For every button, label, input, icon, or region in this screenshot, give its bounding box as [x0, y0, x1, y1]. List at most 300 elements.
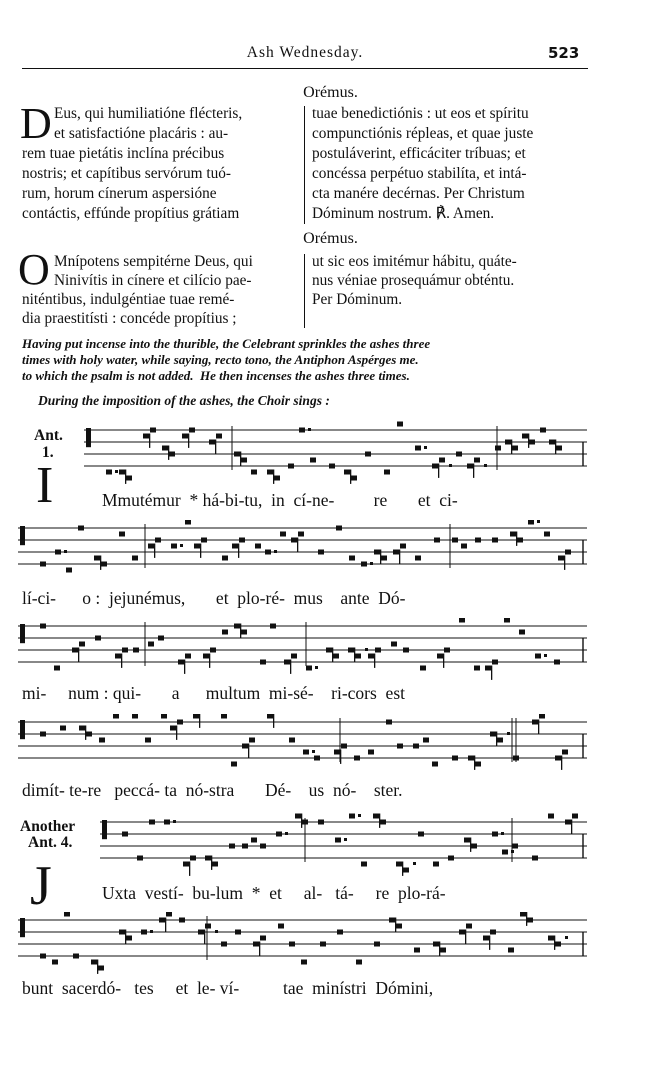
neume-stem [571, 820, 572, 834]
neume-note [351, 476, 357, 481]
neume-note [558, 556, 564, 561]
neume-note [267, 470, 273, 475]
neume-dot [484, 464, 487, 467]
neume-note [512, 446, 518, 451]
antiphon-label: Another [20, 818, 76, 835]
neume-note [562, 750, 568, 755]
neume-note [337, 930, 343, 935]
neume-note [386, 720, 392, 725]
music-staff [0, 418, 661, 498]
neume-note [354, 756, 360, 761]
neume-note [301, 960, 307, 965]
neume-note [193, 714, 199, 719]
neume-stem [438, 464, 439, 478]
neume-note [490, 732, 496, 737]
neume-note [303, 750, 309, 755]
prayer-line: ut sic eos imitémur hábitu, quáte- [312, 253, 517, 270]
neume-note [179, 918, 185, 923]
neume-note [361, 562, 367, 567]
neume-note [468, 756, 474, 761]
neume-note [78, 526, 84, 531]
neume-note [326, 648, 332, 653]
neume-dot [413, 862, 416, 865]
neume-note [527, 918, 533, 923]
neume-note [291, 538, 297, 543]
neume-note [535, 654, 541, 659]
neume-note [212, 862, 218, 867]
neume-note [189, 428, 195, 433]
neume-note [420, 666, 426, 671]
neume-stem [273, 714, 274, 728]
neume-note [554, 660, 560, 665]
neume-note [396, 862, 402, 867]
neume-dot [150, 930, 153, 933]
neume-dot [501, 832, 504, 835]
column-divider [304, 254, 305, 328]
neume-note [171, 544, 177, 549]
neume-note [143, 434, 149, 439]
neume-note [66, 568, 72, 573]
neume-note [164, 820, 170, 825]
neume-note [119, 930, 125, 935]
neume-note [86, 732, 92, 737]
neume-note [492, 660, 498, 665]
neume-note [452, 756, 458, 761]
neume-note [314, 756, 320, 761]
neume-note [242, 844, 248, 849]
neume-note [565, 550, 571, 555]
neume-note [528, 520, 534, 525]
neume-note [434, 538, 440, 543]
neume-dot [64, 550, 67, 553]
neume-stem [121, 654, 122, 668]
neume-note [162, 446, 168, 451]
neume-note [178, 660, 184, 665]
neume-note [432, 762, 438, 767]
neume-note [234, 624, 240, 629]
neume-note [229, 844, 235, 849]
neume-note [485, 666, 491, 671]
rubric-line: During the imposition of the ashes, the Choir sings : [38, 393, 330, 408]
neume-note [221, 714, 227, 719]
neume-dot [358, 814, 361, 817]
prayer-line: concéssa perpétuo stabilíta, et intá- [312, 165, 527, 182]
neume-dot [365, 648, 368, 651]
neume-note [466, 924, 472, 929]
neume-note [95, 636, 101, 641]
neume-stem [176, 726, 177, 740]
neume-note [415, 446, 421, 451]
neume-note [234, 452, 240, 457]
neume-note [418, 832, 424, 837]
prayer-line: Mnípotens sempitérne Deus, qui [54, 253, 253, 270]
neume-note [572, 814, 578, 819]
neume-dot [344, 838, 347, 841]
neume-dot [173, 820, 176, 823]
neume-note [510, 532, 516, 537]
neume-note [374, 942, 380, 947]
neume-note [113, 714, 119, 719]
neume-note [508, 948, 514, 953]
neume-note [132, 556, 138, 561]
music-staff [0, 912, 661, 978]
neume-note [368, 654, 374, 659]
antiphon-number: 1. [42, 444, 54, 461]
neume-note [522, 434, 528, 439]
clef-mark [20, 637, 25, 641]
rubric-line: Having put incense into the thurible, the Celebrant sprinkles the ashes three [22, 336, 431, 351]
prayer-line: niténtibus, indulgéntiae tuae remé- [22, 291, 235, 308]
chant-lyric-line: Mmutémur * há-bi-tu, in cí-ne- re et ci- [102, 490, 458, 510]
neume-note [373, 814, 379, 819]
neume-note [483, 936, 489, 941]
neume-note [459, 930, 465, 935]
neume-note [497, 738, 503, 743]
neume-note [492, 538, 498, 543]
neume-note [185, 654, 191, 659]
neume-stem [149, 434, 150, 448]
antiphon-label: Ant. [34, 427, 63, 444]
neume-note [137, 856, 143, 861]
header-rule [22, 68, 588, 69]
drop-capital: D [20, 99, 52, 148]
neume-note [40, 954, 46, 959]
neume-note [368, 750, 374, 755]
neume-note [122, 648, 128, 653]
neume-note [205, 924, 211, 929]
neume-dot [449, 464, 452, 467]
neume-note [216, 434, 222, 439]
neume-note [222, 556, 228, 561]
neume-note [549, 440, 555, 445]
neume-note [448, 856, 454, 861]
neume-note [122, 832, 128, 837]
neume-note [556, 446, 562, 451]
neume-note [40, 624, 46, 629]
neume-note [306, 666, 312, 671]
neume-note [280, 532, 286, 537]
neume-stem [473, 464, 474, 478]
neume-note [403, 648, 409, 653]
neume-note [126, 936, 132, 941]
neume-note [284, 660, 290, 665]
neume-note [471, 844, 477, 849]
neume-note [433, 942, 439, 947]
neume-note [64, 912, 70, 917]
neume-dot [215, 930, 218, 933]
neume-note [475, 762, 481, 767]
neume-note [393, 550, 399, 555]
neume-note [260, 936, 266, 941]
neume-note [145, 738, 151, 743]
prayer-line: rem tuae pietátis inclína précibus [22, 145, 225, 162]
neume-note [333, 654, 339, 659]
neume-note [490, 930, 496, 935]
neume-note [433, 862, 439, 867]
neume-note [182, 434, 188, 439]
neume-note [141, 930, 147, 935]
music-staff [0, 520, 661, 586]
neume-note [548, 814, 554, 819]
neume-stem [165, 918, 166, 932]
clef-mark [86, 441, 91, 445]
neume-note [467, 464, 473, 469]
neume-dot [537, 520, 540, 523]
neume-note [265, 550, 271, 555]
neume-note [475, 538, 481, 543]
neume-stem [200, 544, 201, 558]
neume-note [437, 654, 443, 659]
neume-stem [215, 440, 216, 454]
neume-note [295, 814, 301, 819]
neume-note [356, 960, 362, 965]
neume-note [166, 912, 172, 917]
neume-stem [238, 544, 239, 558]
prayer-line: Ninivítis in cínere et cilício pae- [54, 272, 252, 289]
neume-note [274, 476, 280, 481]
clef-mark [20, 733, 25, 737]
neume-note [270, 624, 276, 629]
rubric-line: to which the psalm is not added. He then incenses the ashes three times. [22, 368, 410, 383]
neume-note [329, 464, 335, 469]
neume-note [397, 744, 403, 749]
neume-note [210, 648, 216, 653]
neume-stem [248, 744, 249, 758]
neume-note [99, 738, 105, 743]
music-staff [0, 618, 661, 684]
neume-note [423, 738, 429, 743]
prayer-line: et satisfactióne placáris : au- [54, 125, 229, 142]
neume-stem [78, 648, 79, 662]
prayer-line: nostris; et capítibus servórum tuó- [22, 165, 232, 182]
neume-note [133, 648, 139, 653]
neume-note [119, 470, 125, 475]
neume-dot [315, 666, 318, 669]
prayer-line: compunctiónis répleas, et quae juste [312, 125, 534, 142]
prayer-line: nus véniae prosequámur obténtu. [312, 272, 515, 289]
neume-note [148, 642, 154, 647]
neume-stem [564, 556, 565, 570]
neume-note [298, 532, 304, 537]
neume-note [288, 464, 294, 469]
neume-note [396, 924, 402, 929]
neume-dot [565, 936, 568, 939]
neume-note [235, 930, 241, 935]
initial-capital: J [30, 855, 52, 917]
neume-note [452, 538, 458, 543]
neume-note [532, 720, 538, 725]
neume-note [389, 918, 395, 923]
clef-mark [102, 833, 107, 837]
neume-note [221, 942, 227, 947]
neume-dot [370, 562, 373, 565]
neume-note [260, 844, 266, 849]
neume-note [397, 422, 403, 427]
neume-note [335, 838, 341, 843]
chant-lyric-line: bunt sacerdó- tes et le- ví- tae minístri Dómini, [22, 978, 434, 998]
neume-note [432, 464, 438, 469]
page-number: 523 [548, 44, 580, 62]
prayer-line: postuláverint, efficáciter tríbuas; et [312, 145, 526, 162]
neume-stem [184, 660, 185, 674]
drop-capital: O [18, 245, 50, 294]
neume-note [464, 838, 470, 843]
prayer-line: cta manére decérnas. Per Christum [312, 185, 525, 202]
neume-note [320, 942, 326, 947]
neume-note [253, 942, 259, 947]
prayer-line: Eus, qui humiliatióne flécteris, [54, 105, 243, 122]
neume-note [242, 744, 248, 749]
neume-note [119, 532, 125, 537]
neume-stem [188, 434, 189, 448]
neume-note [341, 744, 347, 749]
neume-note [161, 714, 167, 719]
neume-stem [399, 550, 400, 564]
neume-stem [154, 544, 155, 558]
neume-note [251, 470, 257, 475]
neume-dot [507, 732, 510, 735]
neume-note [318, 550, 324, 555]
neume-note [456, 452, 462, 457]
neume-note [520, 912, 526, 917]
music-staff [0, 714, 661, 782]
neume-note [415, 556, 421, 561]
neume-note [504, 618, 510, 623]
neume-note [101, 562, 107, 567]
neume-dot [312, 750, 315, 753]
neume-stem [465, 930, 466, 944]
neume-note [375, 648, 381, 653]
prayer-line: rum, horum cínerum aspersióne [22, 185, 217, 202]
neume-note [72, 648, 78, 653]
neume-note [519, 630, 525, 635]
neume-note [190, 856, 196, 861]
neume-stem [259, 942, 260, 956]
neume-stem [443, 654, 444, 668]
neume-note [440, 948, 446, 953]
neume-note [400, 544, 406, 549]
neume-dot [424, 446, 427, 449]
neume-note [278, 924, 284, 929]
neume-stem [491, 666, 492, 680]
neume-note [539, 714, 545, 719]
neume-note [381, 556, 387, 561]
neume-note [115, 654, 121, 659]
neume-dot [544, 654, 547, 657]
rubric-line: times with holy water, while saying, recto tono, the Antiphon Aspérges me. [22, 352, 419, 367]
neume-stem [204, 930, 205, 944]
chant-lyric-line: lí-ci- o : jejunémus, et plo-ré- mus ante Dó- [22, 588, 406, 608]
neume-note [73, 954, 79, 959]
prayer-line: Per Dóminum. [312, 291, 403, 308]
neume-note [241, 458, 247, 463]
neume-note [512, 844, 518, 849]
neume-note [276, 832, 282, 837]
neume-note [289, 942, 295, 947]
neume-note [169, 452, 175, 457]
neume-note [355, 654, 361, 659]
neume-note [198, 930, 204, 935]
neume-note [241, 630, 247, 635]
neume-note [529, 440, 535, 445]
neume-note [310, 458, 316, 463]
neume-note [414, 948, 420, 953]
neume-note [495, 446, 501, 451]
prayer-heading: Orémus. [303, 84, 358, 101]
neume-stem [209, 654, 210, 668]
neume-note [249, 738, 255, 743]
neume-note [155, 538, 161, 543]
neume-note [239, 538, 245, 543]
neume-note [94, 556, 100, 561]
neume-note [336, 526, 342, 531]
neume-dot [308, 428, 311, 431]
neume-stem [489, 936, 490, 950]
neume-note [348, 648, 354, 653]
neume-note [299, 428, 305, 433]
clef-mark [20, 931, 25, 935]
neume-note [361, 862, 367, 867]
neume-note [318, 820, 324, 825]
chant-lyric-line: mi- num : qui- a multum mi-sé- ri-cors est [22, 683, 406, 703]
neume-note [222, 630, 228, 635]
neume-note [158, 636, 164, 641]
neume-note [444, 648, 450, 653]
neume-stem [538, 720, 539, 734]
neume-note [79, 726, 85, 731]
neume-note [267, 714, 273, 719]
neume-stem [561, 756, 562, 770]
neume-note [544, 532, 550, 537]
neume-note [555, 756, 561, 761]
neume-note [106, 470, 112, 475]
neume-note [55, 550, 61, 555]
neume-note [349, 556, 355, 561]
neume-note [502, 850, 508, 855]
neume-stem [189, 862, 190, 876]
neume-note [548, 936, 554, 941]
neume-note [40, 732, 46, 737]
neume-note [344, 470, 350, 475]
neume-note [148, 544, 154, 549]
neume-note [289, 738, 295, 743]
neume-stem [290, 660, 291, 674]
neume-note [177, 720, 183, 725]
neume-stem [374, 654, 375, 668]
neume-note [439, 458, 445, 463]
neume-note [251, 838, 257, 843]
neume-note [365, 452, 371, 457]
neume-note [150, 428, 156, 433]
neume-note [203, 654, 209, 659]
neume-note [461, 544, 467, 549]
initial-capital: I [36, 457, 54, 514]
neume-note [149, 820, 155, 825]
neume-note [52, 960, 58, 965]
neume-note [403, 868, 409, 873]
neume-note [159, 918, 165, 923]
neume-note [474, 666, 480, 671]
column-divider [304, 106, 305, 224]
antiphon-number: Ant. 4. [28, 834, 73, 851]
neume-note [201, 538, 207, 543]
neume-note [413, 744, 419, 749]
chant-lyric-line: Uxta vestí- bu-lum * et al- tá- re plo-rá- [102, 883, 446, 903]
chant-lyric-line: dimít- te-re peccá- ta nó-stra Dé- us nó- ster. [22, 780, 403, 800]
neume-note [334, 750, 340, 755]
neume-dot [285, 832, 288, 835]
neume-note [185, 520, 191, 525]
